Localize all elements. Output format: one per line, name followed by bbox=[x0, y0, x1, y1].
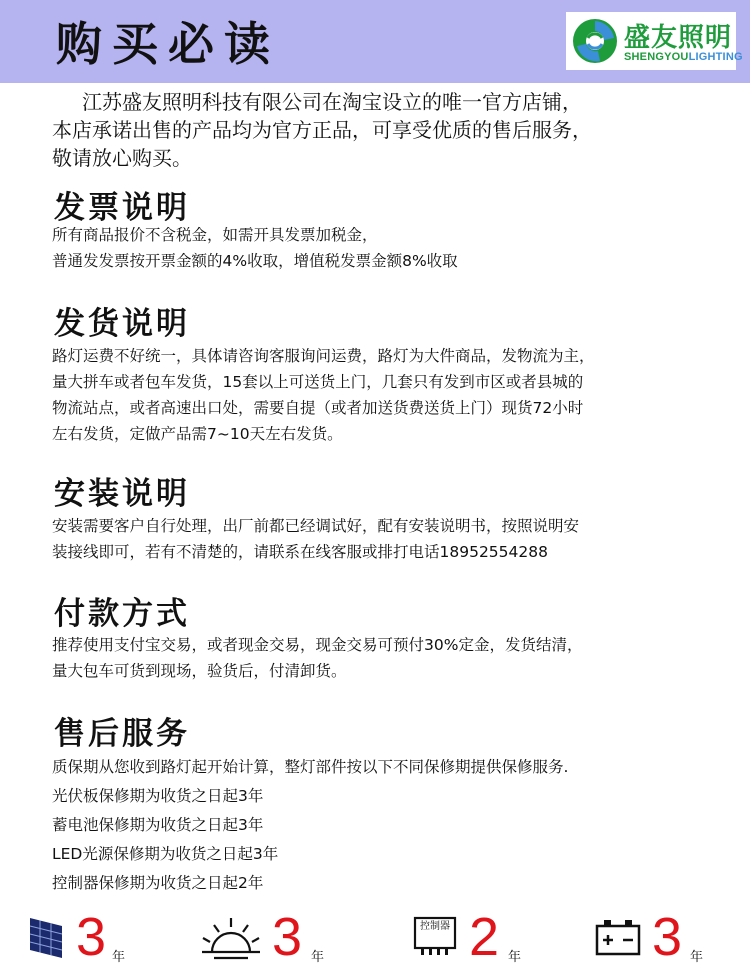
shipping-line: 路灯运费不好统一，具体请咨询客服询问运费，路灯为大件商品，发物流为主， bbox=[52, 347, 595, 365]
aftersales-line: LED光源保修期为收货之日起3年 bbox=[52, 845, 279, 863]
controller-label: 控制器 bbox=[420, 921, 450, 932]
warranty-years-led: 3 bbox=[272, 907, 303, 967]
led-light-icon bbox=[198, 914, 264, 962]
warranty-unit: 年 bbox=[311, 950, 325, 965]
shipping-section-title: 发货说明 bbox=[54, 306, 190, 342]
logo-english-part2: LIGHTING bbox=[688, 51, 743, 63]
install-line: 安装需要客户自行处理，出厂前都已经调试好，配有安装说明书，按照说明安 bbox=[52, 517, 580, 535]
brand-logo bbox=[566, 12, 743, 70]
aftersales-line: 质保期从您收到路灯起开始计算，整灯部件按以下不同保修期提供保修服务. bbox=[52, 758, 569, 776]
install-line: 装接线即可，若有不清楚的，请联系在线客服或排打电话18952554288 bbox=[52, 543, 548, 561]
warranty-icon-row bbox=[0, 906, 750, 967]
aftersales-line: 控制器保修期为收货之日起2年 bbox=[52, 874, 264, 892]
header-banner bbox=[0, 0, 750, 83]
payment-line: 量大包车可货到现场，验货后，付清卸货。 bbox=[52, 662, 347, 680]
invoice-line: 普通发发票按开票金额的4%收取，增值税发票金额8%收取 bbox=[52, 252, 458, 270]
invoice-section-title: 发票说明 bbox=[54, 190, 190, 226]
warranty-unit: 年 bbox=[508, 950, 522, 965]
warranty-years-battery: 3 bbox=[652, 907, 683, 967]
warranty-years-controller: 2 bbox=[469, 907, 500, 967]
aftersales-section-title: 售后服务 bbox=[54, 716, 190, 752]
aftersales-line: 蓄电池保修期为收货之日起3年 bbox=[52, 816, 264, 834]
invoice-line: 所有商品报价不含税金，如需开具发票加税金， bbox=[52, 226, 378, 244]
aftersales-section-body bbox=[52, 753, 747, 898]
warranty-item-controller bbox=[413, 906, 543, 967]
solar-panel-icon bbox=[28, 914, 70, 962]
install-section-body bbox=[52, 513, 747, 565]
payment-section-title: 付款方式 bbox=[54, 596, 190, 632]
battery-icon bbox=[594, 918, 642, 958]
logo-english-name bbox=[624, 51, 743, 63]
intro-paragraph bbox=[52, 88, 742, 172]
intro-line: 敬请放心购买。 bbox=[52, 146, 192, 170]
invoice-section-body bbox=[52, 222, 747, 274]
payment-section-body bbox=[52, 632, 747, 684]
intro-line: 本店承诺出售的产品均为官方正品，可享受优质的售后服务， bbox=[52, 118, 592, 142]
shipping-line: 物流站点，或者高速出口处，需要自提（或者加送货费送货上门）现货72小时 bbox=[52, 399, 584, 417]
warranty-item-solar bbox=[28, 906, 138, 967]
warranty-unit: 年 bbox=[690, 950, 704, 965]
warranty-item-battery bbox=[594, 906, 724, 967]
shipping-line: 量大拼车或者包车发货，15套以上可送货上门，几套只有发到市区或者县城的 bbox=[52, 373, 584, 391]
shipping-line: 左右发货，定做产品需7~10天左右发货。 bbox=[52, 425, 343, 443]
intro-line: 江苏盛友照明科技有限公司在淘宝设立的唯一官方店铺， bbox=[82, 90, 582, 114]
page-title: 购买必读 bbox=[56, 17, 280, 71]
logo-english-part1: SHENGYOU bbox=[624, 51, 689, 63]
warranty-unit: 年 bbox=[112, 950, 126, 965]
aftersales-line: 光伏板保修期为收货之日起3年 bbox=[52, 787, 264, 805]
payment-line: 推荐使用支付宝交易，或者现金交易，现金交易可预付30%定金，发货结清， bbox=[52, 636, 583, 654]
warranty-years-solar: 3 bbox=[76, 907, 107, 967]
install-section-title: 安装说明 bbox=[54, 476, 190, 512]
warranty-item-led bbox=[198, 906, 338, 967]
shipping-section-body bbox=[52, 343, 747, 447]
logo-swirl-icon bbox=[570, 16, 620, 66]
logo-chinese-name: 盛友照明 bbox=[624, 23, 733, 53]
